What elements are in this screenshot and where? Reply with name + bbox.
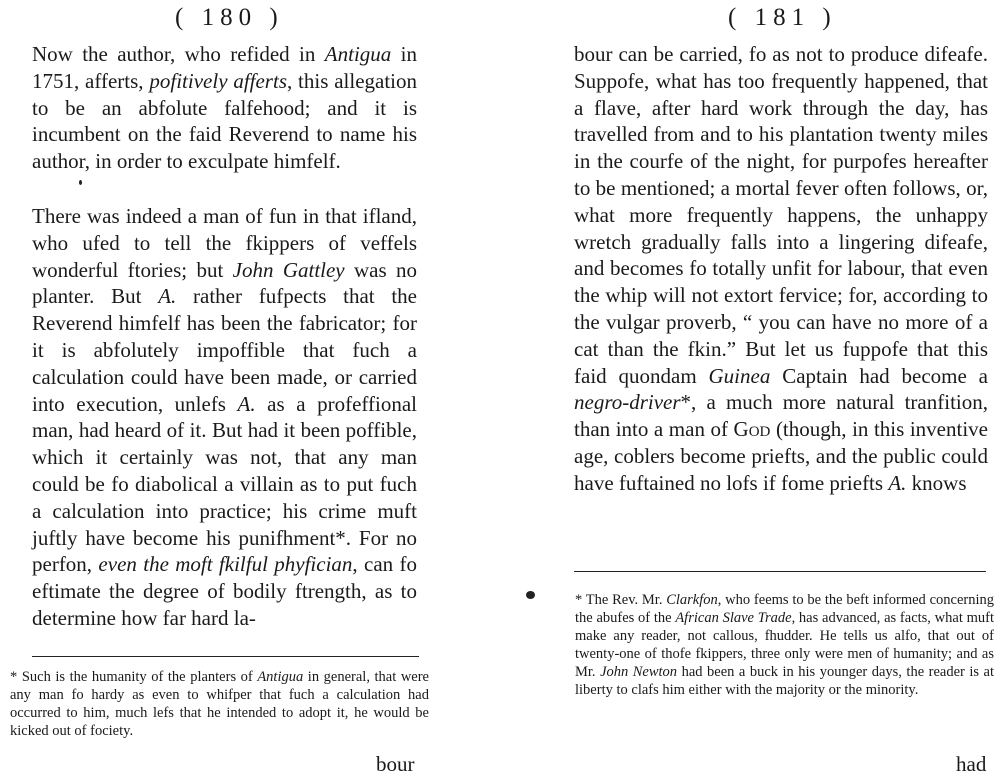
italic-run: John Newton [600, 664, 678, 680]
text-run: * Such is the humanity of the planters of [10, 669, 258, 685]
italic-run: negro-driver [574, 390, 681, 415]
smallcaps-run: God [733, 417, 771, 442]
text-run: as a profeffional man, had heard of it. But had it been poffible, which it certainly was not, that any man could be fo diabolical a villain as to put fuch a calculation into practice; his crime muft juftly have become his punifhment*. For no perfon, [32, 391, 418, 577]
text-run: , can fo eftimate the degree of bodily ftrength, as to determine how far hard la- [32, 552, 418, 630]
text-run: in general, that were any man fo hardy as even to whifper that fuch a calculation had occurred to him, much lefs that he intended to adopt it, he would be kicked out of fociety. [10, 669, 429, 739]
ink-blot [526, 591, 535, 599]
text-run: Captain had become a [770, 363, 988, 388]
text-run: bour can be carried, fo as not to produce difeafe. Suppofe, what has too frequently happened, that a flave, after hard work through the day, has travelled from and to his plantation twenty miles in the courfe of the night, for purpofes hereafter to be mentioned; a mortal fever often follows, or, what more frequently happens, the unhappy wretch gradually falls into a lingering difeafe, and becomes fo totally unfit for labour, that even the whip will not extort fervice; for, according to the vulgar proverb, “ you can have no more of a cat than the fkin.” But let us fuppofe that this faid quondam [574, 42, 988, 388]
page-number: ( 181 ) [728, 4, 837, 31]
italic-run: A. [888, 470, 907, 495]
footnote-rule [574, 571, 986, 572]
text-run: * The Rev. Mr. [575, 592, 667, 608]
italic-run: Antigua [257, 669, 304, 685]
italic-run: pofitively afferts [149, 68, 287, 93]
text-run: had been a buck in his younger days, the reader is at liberty to clafs him either with the majority or the minority. [575, 664, 995, 698]
catchword: had [956, 752, 987, 776]
italic-run: A. [237, 391, 256, 416]
right-page [500, 0, 1000, 778]
text-run: rather fufpects that the Reverend himfelf has been the fabricator; for it is abfolutely impoffible that fuch a calculation could have been made, or carried into execution, unlefs [32, 284, 417, 416]
italic-run: Clarkfon [666, 592, 718, 608]
footnote [575, 591, 994, 699]
text-run: (though, in this inventive age, coblers become priefts, and the public could have fuftained no lofs if fome priefts [574, 417, 988, 495]
paragraph [32, 41, 417, 175]
footnote-rule [32, 656, 419, 657]
italic-run: A. [158, 284, 177, 309]
text-run: knows [906, 470, 967, 495]
page-number: ( 180 ) [175, 4, 284, 31]
italic-run: even the moft fkilful phyfician [98, 552, 353, 577]
catchword: bour [376, 752, 415, 776]
text-run: Now the author, who refided in [32, 42, 325, 66]
italic-run: Guinea [708, 363, 771, 388]
paragraph [574, 41, 988, 497]
text-run: *, a much more natural tranfition, than into a man of [574, 390, 988, 442]
text-run: in 1751, afferts, [32, 42, 417, 93]
italic-run: Antigua [324, 42, 392, 66]
italic-run: John Gattley [232, 257, 345, 282]
italic-run: African Slave Trade [675, 610, 792, 626]
footnote [10, 668, 429, 740]
text-run: , who feems to be the beft informed concerning the abufes of the [575, 592, 994, 626]
ink-speck [79, 180, 82, 185]
text-run: , this allegation to be an abfolute falfehood; and it is incumbent on the faid Reverend to name his author, in order to exculpate himfelf. [32, 68, 418, 174]
text-run: , has advanced, as facts, what muft make any reader, not callous, fhudder. He tells us alfo, that out of twenty-one of thofe fkippers, three only were men of humanity; and as Mr. [575, 610, 994, 680]
text-run: was no planter. But [32, 257, 417, 309]
paragraph [32, 203, 417, 632]
text-run: There was indeed a man of fun in that ifland, who ufed to tell the fkippers of veffels wonderful ftories; but [32, 204, 417, 282]
